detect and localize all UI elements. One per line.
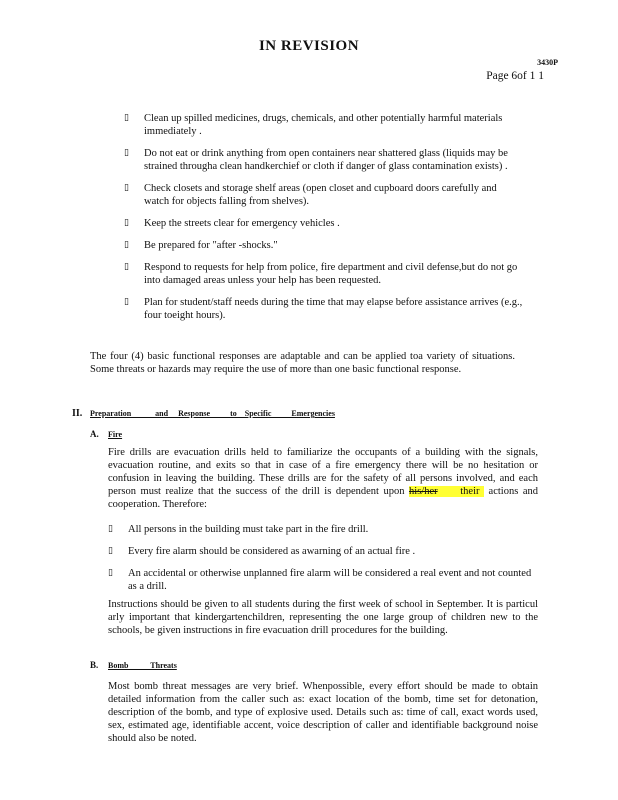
- bullet-box-icon: ▯: [124, 240, 129, 250]
- fire-paragraph-text: Fire drills are evacuation drills held to familiarize the occupants of a building with the signals, evacuation routine, and exits so that in case of a fire emergency there will be no hesitation or confusion in leaving the building. These drills are for the safety of all persons involved, and each person must realize that the success of the drill is dependent: [108, 447, 538, 497]
- list-item-text: Clean up spilled medicines, drugs, chemicals, and other potentially harmful materials immediately .: [144, 113, 503, 137]
- list-item: [124, 296, 524, 322]
- list-item-text: Keep the streets clear for emergency vehicles .: [144, 218, 340, 229]
- section-numeral: II.: [72, 408, 83, 419]
- list-item-text: Every fire alarm should be considered as awarning of an actual fire .: [128, 546, 416, 557]
- bullet-box-icon: ▯: [124, 297, 129, 307]
- list-item: [124, 147, 524, 173]
- top-bullet-list: [124, 112, 524, 331]
- list-item-text: All persons in the building must take part in the fire drill.: [128, 524, 369, 535]
- bomb-heading: Bomb Threats: [108, 661, 177, 670]
- list-item-text: Plan for student/staff needs during the time that may elapse before assistance arrives (e.g., four toeight hours).: [144, 297, 523, 321]
- bullet-box-icon: ▯: [108, 568, 113, 578]
- list-item: [124, 112, 524, 138]
- page-title: IN REVISION: [258, 38, 360, 54]
- bullet-box-icon: ▯: [124, 113, 129, 123]
- list-item-text: Respond to requests for help from police, fire department and civil defense,but do not go into damaged areas unless your help has been requested.: [144, 262, 518, 286]
- highlighted-text: their: [437, 486, 485, 497]
- bullet-box-icon: ▯: [108, 546, 113, 556]
- document-code: 3430P: [537, 58, 558, 67]
- page-number: Page 6of 1 1: [486, 70, 544, 82]
- list-item-text: Do not eat or drink anything from open containers near shattered glass (liquids may be strained througha clean handkerchief or cloth if danger of glass contamination exists) .: [144, 148, 508, 172]
- list-item: [108, 567, 538, 593]
- bullet-box-icon: ▯: [108, 524, 113, 534]
- list-item: [108, 545, 538, 558]
- section-heading: Preparation and Response to Specific Emergencies: [90, 409, 335, 418]
- subsection-letter-b: B.: [90, 660, 99, 670]
- fire-bullet-list: [108, 523, 538, 602]
- list-item-text: Check closets and storage shelf areas (open closet and cupboard doors carefully and watch for objects falling from shelves).: [144, 183, 497, 207]
- list-item: [124, 182, 524, 208]
- list-item: [108, 523, 538, 536]
- instructions-paragraph: Instructions should be given to all students during the first week of school in September. It is particul arly important that kindergartenchildren, representing the one large group of children new to the schools, be given instructions in fire evacuation drill procedures for the building.: [108, 599, 538, 636]
- bomb-paragraph: Most bomb threat messages are very brief. Whenpossible, every effort should be made to obtain detailed information from the caller such as: exact location of the bomb, time set for detonation, description of the bomb, and type of explosive used. Details such as: time of call, exact words used, sex, estimated age, identifiable accent, voice description of caller and identifiable background noise should also be noted.: [108, 681, 538, 744]
- struck-text: his/her: [409, 486, 438, 497]
- intro-paragraph: The four (4) basic functional responses are adaptable and can be applied toa variety of situations. Some threats or hazards may require the use of more than one basic functional response.: [90, 351, 515, 375]
- fire-paragraph-upon: upon: [383, 486, 410, 497]
- bullet-box-icon: ▯: [124, 262, 129, 272]
- bullet-box-icon: ▯: [124, 148, 129, 158]
- bullet-box-icon: ▯: [124, 218, 129, 228]
- list-item: [124, 239, 524, 252]
- fire-paragraph-tail: actions and cooperation. Therefore:: [108, 486, 538, 510]
- fire-paragraph: [108, 446, 538, 511]
- list-item-text: Be prepared for "after -shocks.": [144, 240, 278, 251]
- list-item: [124, 261, 524, 287]
- fire-heading: Fire: [108, 430, 123, 439]
- subsection-letter-a: A.: [90, 429, 99, 439]
- list-item: [124, 217, 524, 230]
- bullet-box-icon: ▯: [124, 183, 129, 193]
- list-item-text: An accidental or otherwise unplanned fire alarm will be considered a real event and not counted as a drill.: [128, 568, 532, 592]
